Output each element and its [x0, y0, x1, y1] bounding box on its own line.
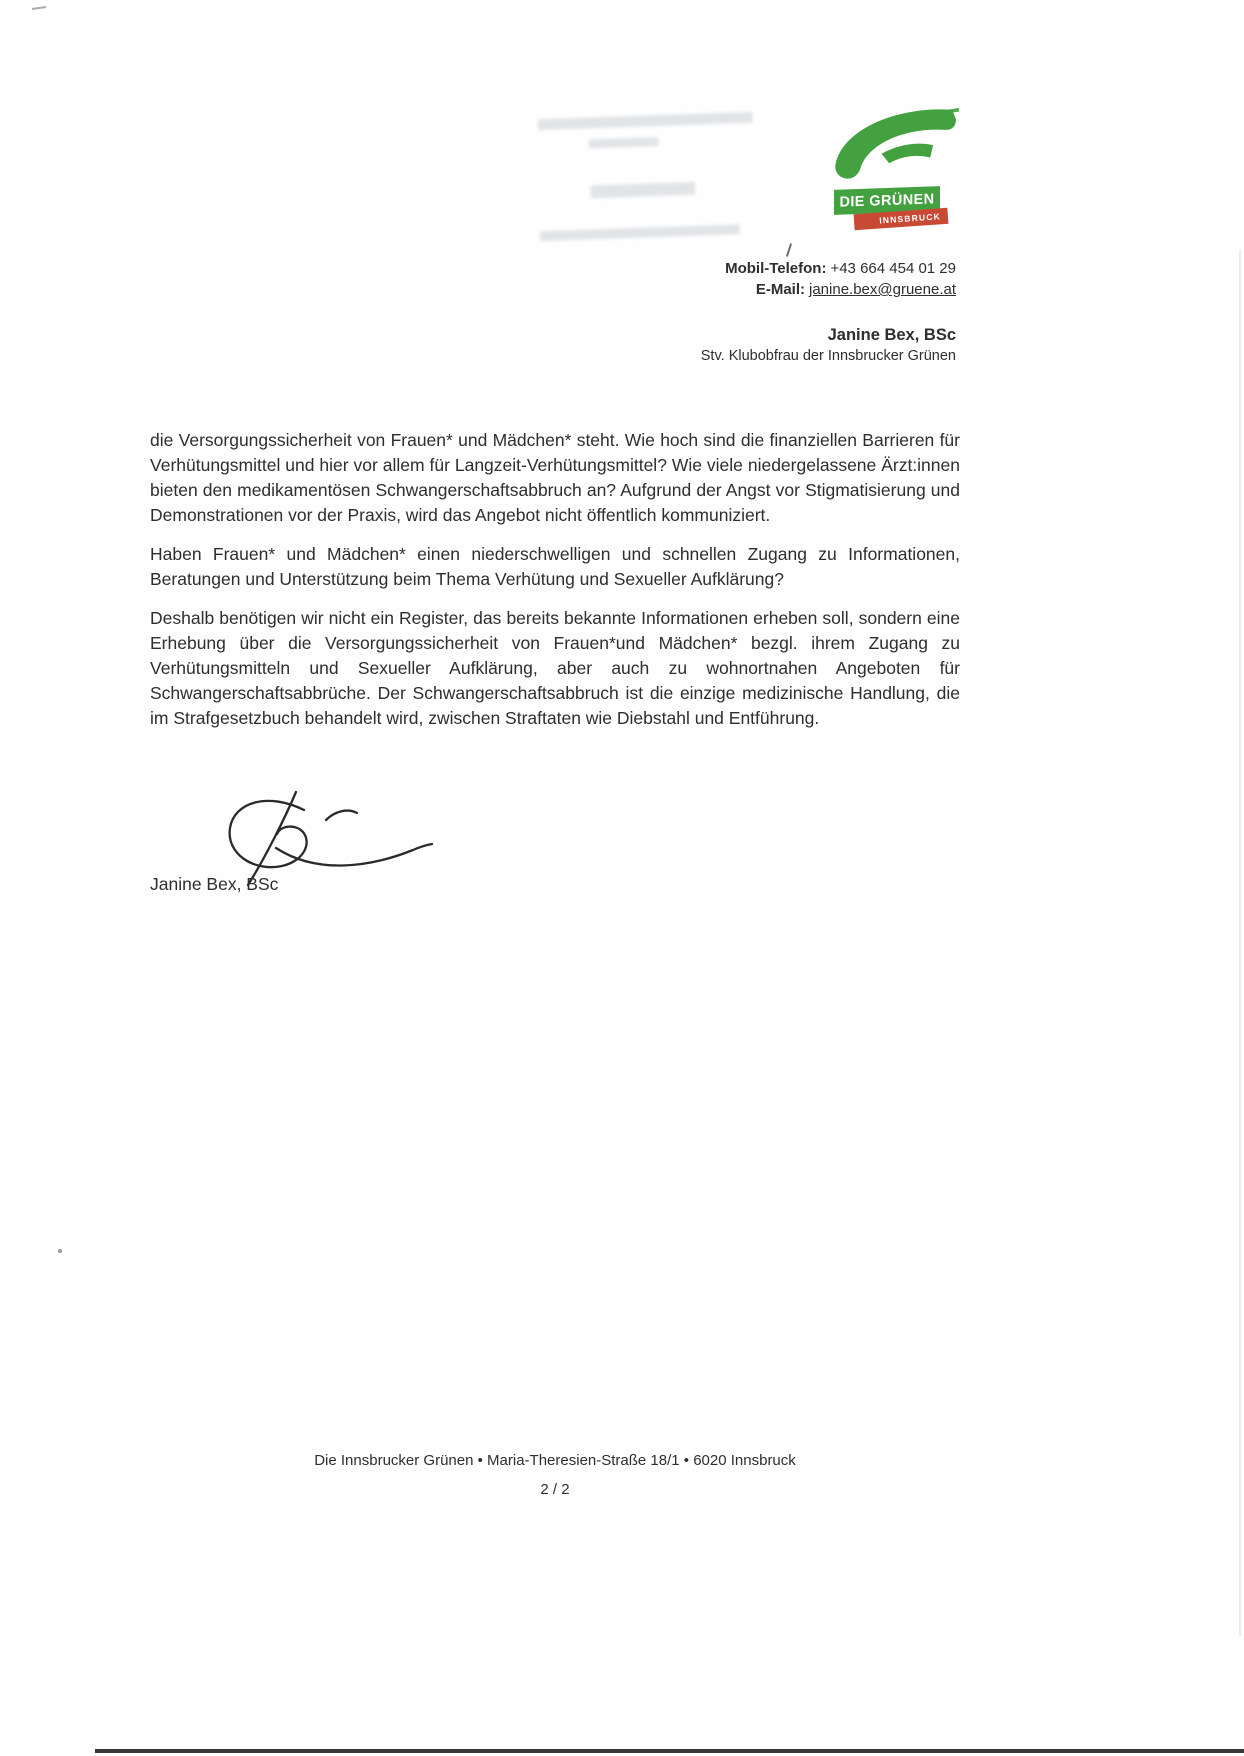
- faint-stamp: [527, 101, 792, 260]
- sender-role: Stv. Klubobfrau der Innsbrucker Grünen: [700, 348, 956, 364]
- scan-artifact: [1239, 250, 1241, 1636]
- body-paragraph: die Versorgungssicherheit von Frauen* und Mädchen* steht. Wie hoch sind die finanziellen Barrieren für Verhütungsmittel und hier vor allem für Langzeit-Verhütungsmittel? Wie viele niedergelassene Ärzt:innen bieten den medikamentösen Schwangerschaftsabbruch an? Aufgrund der Angst vor Stigmatisierung und Demonstrationen vor der Praxis, wird das Angebot nicht öffentlich kommuniziert.: [150, 430, 960, 525]
- phone-label: Mobil-Telefon:: [725, 260, 827, 277]
- scan-edge-line: [95, 1749, 1244, 1753]
- footer-address: Die Innsbrucker Grünen • Maria-Theresien-Straße 18/1 • 6020 Innsbruck: [314, 1452, 796, 1469]
- body-paragraph: Haben Frauen* und Mädchen* einen niederschwelligen und schnellen Zugang zu Informationen, Beratungen und Unterstützung beim Thema Verhütung und Sexueller Aufklärung?: [150, 544, 960, 589]
- die-gruenen-logo: [828, 110, 958, 232]
- signature-name: Janine Bex, BSc: [150, 874, 279, 894]
- sender-name: Janine Bex, BSc: [827, 326, 956, 344]
- contact-block: [725, 258, 956, 300]
- letter-body: [150, 428, 960, 745]
- email-link[interactable]: janine.bex@gruene.at: [809, 281, 956, 298]
- scan-artifact: [58, 1249, 62, 1253]
- phone-line: [725, 258, 956, 279]
- green-g-swoosh-icon: [826, 106, 960, 190]
- page-number: 2 / 2: [540, 1481, 570, 1498]
- phone-number: +43 664 454 01 29: [830, 260, 956, 277]
- body-paragraph: Deshalb benötigen wir nicht ein Register, das bereits bekannte Informationen erheben soll, sondern eine Erhebung über die Versorgungssicherheit von Frauen*und Mädchen* bezgl. ihrem Zugang zu Verhütungsmitteln und Sexueller Aufklärung, aber auch zu wohnortnahen Angeboten für Schwangerschaftsabbrüche. Der Schwangerschaftsabbruch ist die einzige medizinische Handlung, die im Strafgesetzbuch behandelt wird, zwischen Straftaten wie Diebstahl und Entführung.: [150, 608, 960, 728]
- letter-footer: [55, 1450, 1055, 1500]
- logo-name: DIE GRÜNEN: [839, 190, 935, 211]
- sender-block: [701, 324, 956, 366]
- scan-artifact: [32, 6, 46, 10]
- handwritten-signature: [208, 788, 438, 888]
- email-line: [725, 279, 956, 300]
- email-label: E-Mail:: [755, 281, 805, 298]
- logo-region: INNSBRUCK: [878, 211, 942, 226]
